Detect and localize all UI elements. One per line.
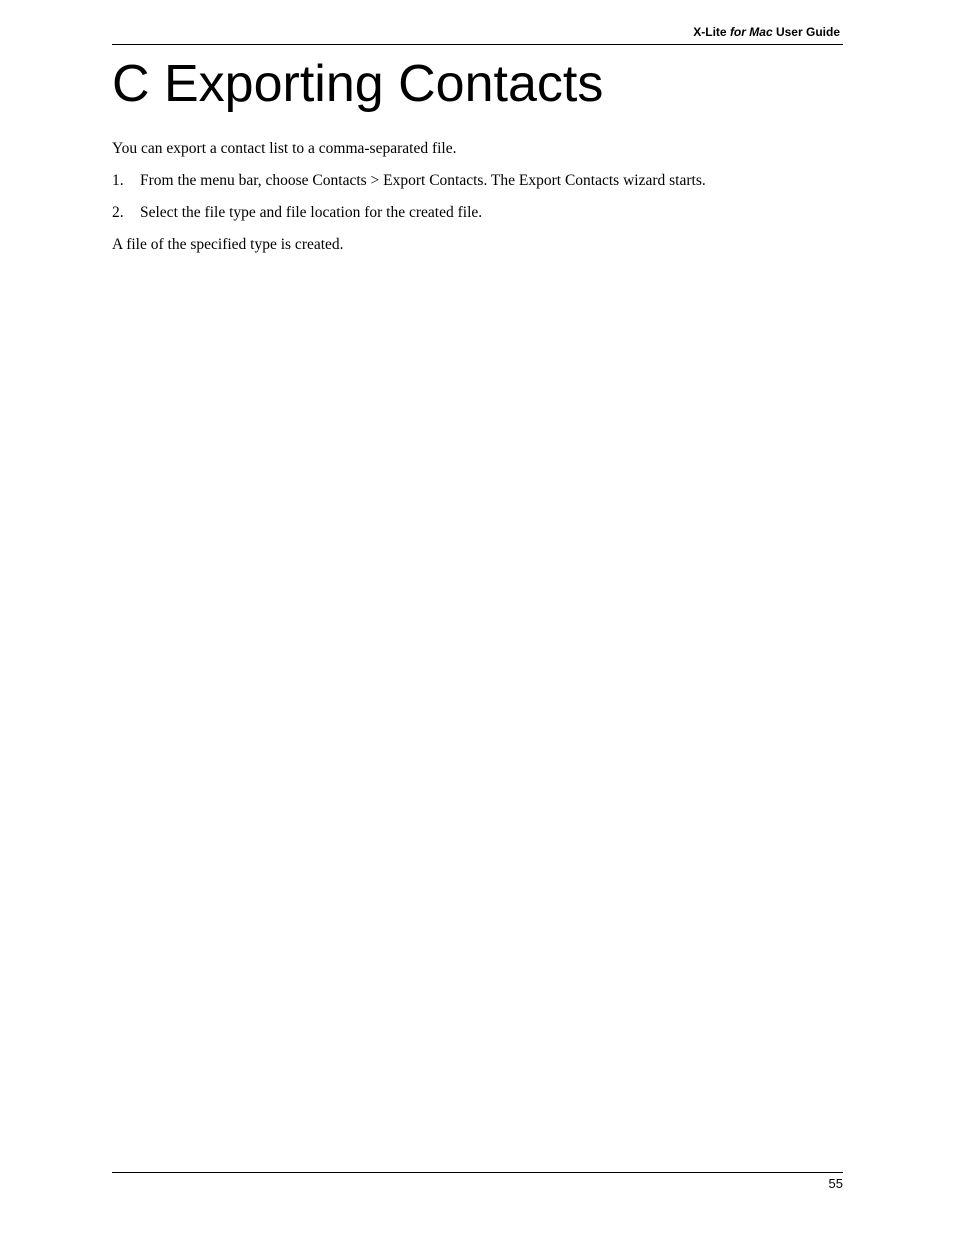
header-suffix: User Guide: [775, 25, 840, 39]
list-item: [112, 171, 706, 191]
step-text: From the menu bar, choose Contacts > Export Contacts. The Export Contacts wizard starts.: [140, 172, 706, 189]
footer-rule: [112, 1172, 843, 1173]
result-paragraph: A file of the specified type is created.: [112, 236, 344, 253]
step-number: 1.: [112, 172, 124, 189]
step-text: Select the file type and file location for the created file.: [140, 204, 483, 221]
header-platform: for Mac: [729, 25, 773, 39]
list-item: [112, 203, 482, 223]
running-header: [112, 24, 843, 40]
header-product: X-Lite: [693, 25, 727, 39]
page-number: 55: [828, 1176, 843, 1191]
step-number: 2.: [112, 204, 124, 221]
header-rule: [112, 44, 843, 45]
page-title: C Exporting Contacts: [112, 55, 604, 113]
intro-paragraph: You can export a contact list to a comma-separated file.: [112, 140, 457, 157]
